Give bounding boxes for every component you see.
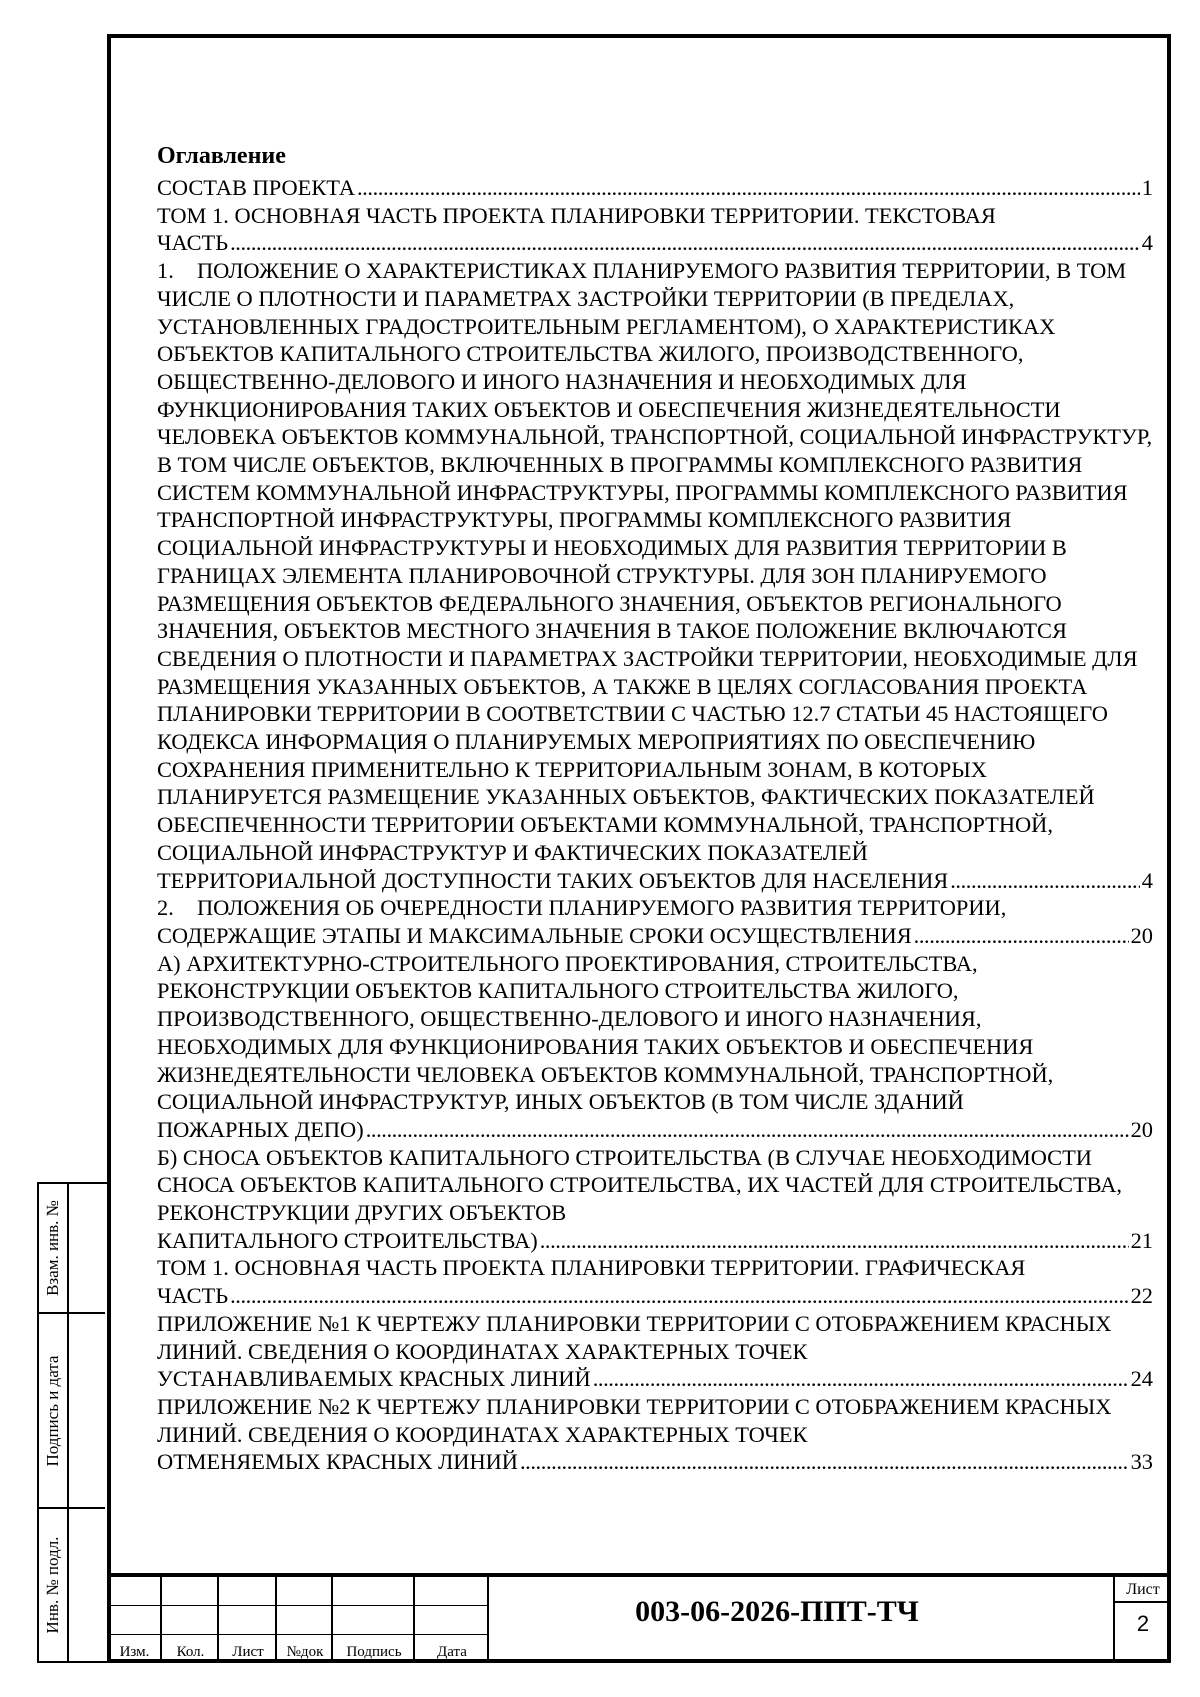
toc-entry-page: 21	[1130, 1227, 1153, 1253]
document-code: 003-06-2026-ППТ-ТЧ	[635, 1595, 919, 1628]
toc-entry[interactable]	[157, 1144, 1153, 1255]
sheet-label: Лист	[1115, 1577, 1171, 1603]
col-label-count: Кол.	[176, 1644, 205, 1660]
toc-entry-page: 4	[1141, 867, 1153, 893]
toc-entry-text: ПРИЛОЖЕНИЕ №1 К ЧЕРТЕЖУ ПЛАНИРОВКИ ТЕРРИТОРИИ С ОТОБРАЖЕНИЕМ КРАСНЫХ ЛИНИЙ. СВЕДЕНИЯ О КООРДИНАТАХ ХАРАКТЕРНЫХ ТОЧЕК	[157, 1310, 1112, 1364]
toc-entry-text-end: ТЕРРИТОРИАЛЬНОЙ ДОСТУПНОСТИ ТАКИХ ОБЪЕКТОВ ДЛЯ НАСЕЛЕНИЯ	[157, 867, 949, 893]
toc-entry-page: 22	[1130, 1283, 1153, 1309]
table-of-contents	[157, 140, 1153, 1476]
toc-entry-text: ПОЛОЖЕНИЯ ОБ ОЧЕРЕДНОСТИ ПЛАНИРУЕМОГО РАЗВИТИЯ ТЕРРИТОРИИ,	[197, 895, 1007, 921]
side-cell-original-inv	[39, 1509, 105, 1661]
toc-leader-dots	[230, 229, 1140, 257]
toc-entry[interactable]	[157, 174, 1153, 202]
toc-leader-dots	[950, 867, 1140, 895]
toc-leader-dots	[230, 1282, 1129, 1310]
toc-entry-number: 1.	[157, 258, 174, 284]
toc-entry-text-end: ОТМЕНЯЕМЫХ КРАСНЫХ ЛИНИЙ	[157, 1449, 518, 1475]
toc-entry-page: 1	[1141, 175, 1153, 200]
col-label-sheet: Лист	[232, 1644, 264, 1660]
toc-entry-page: 33	[1130, 1449, 1153, 1475]
sheet-number-box	[1113, 1577, 1171, 1663]
toc-entry-text: ТОМ 1. ОСНОВНАЯ ЧАСТЬ ПРОЕКТА ПЛАНИРОВКИ ТЕРРИТОРИИ. ТЕКСТОВАЯ	[157, 202, 996, 228]
side-label-signature-date: Подпись и дата	[43, 1355, 62, 1466]
toc-entry-text-end: ПОЖАРНЫХ ДЕПО)	[157, 1116, 364, 1142]
toc-entry-text-end: ЧАСТЬ	[157, 1283, 229, 1309]
title-block	[107, 1573, 1171, 1663]
toc-entry-page: 20	[1130, 1116, 1153, 1142]
sheet-number: 2	[1136, 1611, 1150, 1636]
side-label-original-inv: Инв. № подл.	[43, 1536, 62, 1634]
revision-grid	[107, 1577, 489, 1663]
col-label-doc-no: №док	[286, 1644, 324, 1660]
toc-entry-number: 2.	[157, 895, 174, 921]
toc-entry[interactable]	[157, 1310, 1153, 1393]
toc-entry[interactable]	[157, 202, 1153, 257]
toc-entry-text: СОСТАВ ПРОЕКТА	[157, 175, 355, 200]
toc-leader-dots	[357, 174, 1140, 202]
toc-entry[interactable]	[157, 894, 1153, 949]
toc-leader-dots	[914, 922, 1129, 950]
toc-entry-page: 20	[1130, 922, 1153, 948]
toc-entry-page: 4	[1141, 230, 1153, 256]
toc-entry-text: Б) СНОСА ОБЪЕКТОВ КАПИТАЛЬНОГО СТРОИТЕЛЬСТВА (В СЛУЧАЕ НЕОБХОДИМОСТИ СНОСА ОБЪЕКТОВ КАПИТАЛЬНОГО СТРОИТЕЛЬСТВА, ИХ ЧАСТЕЙ ДЛЯ СТРОИТЕЛЬСТВА, РЕКОНСТРУКЦИИ ДРУГИХ ОБЪЕКТОВ	[157, 1144, 1122, 1226]
toc-entry-text: А) АРХИТЕКТУРНО-СТРОИТЕЛЬНОГО ПРОЕКТИРОВАНИЯ, СТРОИТЕЛЬСТВА, РЕКОНСТРУКЦИИ ОБЪЕКТОВ КАПИТАЛЬНОГО СТРОИТЕЛЬСТВА ЖИЛОГО, ПРОИЗВОДСТВЕННОГО, ОБЩЕСТВЕННО-ДЕЛОВОГО И ИНОГО НАЗНАЧЕНИЯ, НЕОБХОДИМЫХ ДЛЯ ФУНКЦИОНИРОВАНИЯ ТАКИХ ОБЪЕКТОВ И ОБЕСПЕЧЕНИЯ ЖИЗНЕДЕЯТЕЛЬНОСТИ ЧЕЛОВЕКА ОБЪЕКТОВ КОММУНАЛЬНОЙ, ТРАНСПОРТНОЙ, СОЦИАЛЬНОЙ ИНФРАСТРУКТУР, ИНЫХ ОБЪЕКТОВ (В ТОМ ЧИСЛЕ ЗДАНИЙ	[157, 950, 1054, 1115]
col-label-date: Дата	[437, 1644, 467, 1660]
toc-entry-text: ПОЛОЖЕНИЕ О ХАРАКТЕРИСТИКАХ ПЛАНИРУЕМОГО РАЗВИТИЯ ТЕРРИТОРИИ, В ТОМ ЧИСЛЕ О ПЛОТНОСТИ И ПАРАМЕТРАХ ЗАСТРОЙКИ ТЕРРИТОРИИ (В ПРЕДЕЛАХ, УСТАНОВЛЕННЫХ ГРАДОСТРОИТЕЛЬНЫМ РЕГЛАМЕНТОМ), О ХАРАКТЕРИСТИКАХ ОБЪЕКТОВ КАПИТАЛЬНОГО СТРОИТЕЛЬСТВА ЖИЛОГО, ПРОИЗВОДСТВЕННОГО, ОБЩЕСТВЕННО-ДЕЛОВОГО И ИНОГО НАЗНАЧЕНИЯ И НЕОБХОДИМЫХ ДЛЯ ФУНКЦИОНИРОВАНИЯ ТАКИХ ОБЪЕКТОВ И ОБЕСПЕЧЕНИЯ ЖИЗНЕДЕЯТЕЛЬНОСТИ ЧЕЛОВЕКА ОБЪЕКТОВ КОММУНАЛЬНОЙ, ТРАНСПОРТНОЙ, СОЦИАЛЬНОЙ ИНФРАСТРУКТУР, В ТОМ ЧИСЛЕ ОБЪЕКТОВ, ВКЛЮЧЕННЫХ В ПРОГРАММЫ КОМПЛЕКСНОГО РАЗВИТИЯ СИСТЕМ КОММУНАЛЬНОЙ ИНФРАСТРУКТУРЫ, ПРОГРАММЫ КОМПЛЕКСНОГО РАЗВИТИЯ ТРАНСПОРТНОЙ ИНФРАСТРУКТУРЫ, ПРОГРАММЫ КОМПЛЕКСНОГО РАЗВИТИЯ СОЦИАЛЬНОЙ ИНФРАСТРУКТУРЫ И НЕОБХОДИМЫХ ДЛЯ РАЗВИТИЯ ТЕРРИТОРИИ В ГРАНИЦАХ ЭЛЕМЕНТА ПЛАНИРОВОЧНОЙ СТРУКТУРЫ. ДЛЯ ЗОН ПЛАНИРУЕМОГО РАЗМЕЩЕНИЯ ОБЪЕКТОВ ФЕДЕРАЛЬНОГО ЗНАЧЕНИЯ, ОБЪЕКТОВ РЕГИОНАЛЬНОГО ЗНАЧЕНИЯ, ОБЪЕКТОВ МЕСТНОГО ЗНАЧЕНИЯ В ТАКОЕ ПОЛОЖЕНИЕ ВКЛЮЧАЮТСЯ СВЕДЕНИЯ О ПЛОТНОСТИ И ПАРАМЕТРАХ ЗАСТРОЙКИ ТЕРРИТОРИИ, НЕОБХОДИМЫЕ ДЛЯ РАЗМЕЩЕНИЯ УКАЗАННЫХ ОБЪЕКТОВ, А ТАКЖЕ В ЦЕЛЯХ СОГЛАСОВАНИЯ ПРОЕКТА ПЛАНИРОВКИ ТЕРРИТОРИИ В СООТВЕТСТВИИ С ЧАСТЬЮ 12.7 СТАТЬИ 45 НАСТОЯЩЕГО КОДЕКСА ИНФОРМАЦИЯ О ПЛАНИРУЕМЫХ МЕРОПРИЯТИЯХ ПО ОБЕСПЕЧЕНИЮ СОХРАНЕНИЯ ПРИМЕНИТЕЛЬНО К ТЕРРИТОРИАЛЬНЫМ ЗОНАМ, В КОТОРЫХ ПЛАНИРУЕТСЯ РАЗМЕЩЕНИЕ УКАЗАННЫХ ОБЪЕКТОВ, ФАКТИЧЕСКИХ ПОКАЗАТЕЛЕЙ ОБЕСПЕЧЕННОСТИ ТЕРРИТОРИИ ОБЪЕКТАМИ КОММУНАЛЬНОЙ, ТРАНСПОРТНОЙ, СОЦИАЛЬНОЙ ИНФРАСТРУКТУР И ФАКТИЧЕСКИХ ПОКАЗАТЕЛЕЙ	[157, 258, 1153, 865]
side-cell-replacement-inv	[39, 1184, 105, 1314]
toc-entry-text: ТОМ 1. ОСНОВНАЯ ЧАСТЬ ПРОЕКТА ПЛАНИРОВКИ ТЕРРИТОРИИ. ГРАФИЧЕСКАЯ	[157, 1255, 1026, 1281]
toc-title: Оглавление	[157, 143, 286, 169]
col-label-signature: Подпись	[346, 1644, 402, 1660]
toc-entry[interactable]	[157, 257, 1153, 894]
toc-entry[interactable]	[157, 1393, 1153, 1476]
toc-entry-text-end: КАПИТАЛЬНОГО СТРОИТЕЛЬСТВА)	[157, 1227, 538, 1253]
toc-entry-text-end: СОДЕРЖАЩИЕ ЭТАПЫ И МАКСИМАЛЬНЫЕ СРОКИ ОСУЩЕСТВЛЕНИЯ	[157, 922, 912, 948]
side-stamp	[37, 1182, 107, 1663]
toc-leader-dots	[540, 1227, 1129, 1255]
toc-entry-text-end: ЧАСТЬ	[157, 230, 229, 256]
toc-entry-text: ПРИЛОЖЕНИЕ №2 К ЧЕРТЕЖУ ПЛАНИРОВКИ ТЕРРИТОРИИ С ОТОБРАЖЕНИЕМ КРАСНЫХ ЛИНИЙ. СВЕДЕНИЯ О КООРДИНАТАХ ХАРАКТЕРНЫХ ТОЧЕК	[157, 1393, 1112, 1447]
side-cell-signature-date	[39, 1314, 105, 1509]
toc-leader-dots	[366, 1116, 1129, 1144]
side-label-replacement-inv: Взам. инв. №	[43, 1200, 62, 1296]
toc-entry-text-end: УСТАНАВЛИВАЕМЫХ КРАСНЫХ ЛИНИЙ	[157, 1366, 591, 1392]
toc-entry[interactable]	[157, 950, 1153, 1144]
toc-entry-page: 24	[1130, 1366, 1153, 1392]
toc-entry[interactable]	[157, 1254, 1153, 1309]
toc-leader-dots	[593, 1365, 1129, 1393]
col-label-change: Изм.	[119, 1644, 150, 1660]
toc-leader-dots	[520, 1448, 1129, 1476]
